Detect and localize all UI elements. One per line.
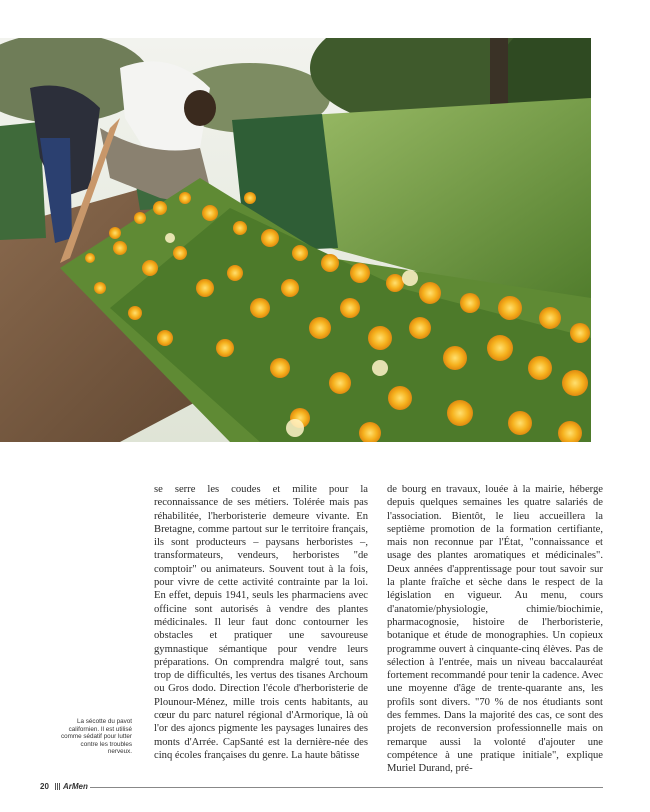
article-column-right (387, 483, 603, 776)
farm-field-photo (0, 38, 591, 442)
page-number: 20 (40, 782, 49, 791)
article-column-left (154, 483, 368, 762)
footer-rule (90, 787, 603, 788)
body-text-right: de bourg en travaux, louée à la mairie, héberge depuis quelques semaines les quatre salariés de l'association. Bientôt, le lieu accueillera la septième promotion de la formation certifiante, mais non reconnue par l'État, "connaissance et usage des plantes aromatiques et médicinales". Deux années d'apprentissage pour tout savoir sur la plante fraîche et sèche dans le respect de la législation en vigueur. Au menu, cours d'anatomie/physiologie, chimie/biochimie, pharmacognosie, histoire de l'herboristerie, botanique et étude de monographies. Un copieux programme ouvert à cinquante-cinq élèves. Pas de sélection à l'entrée, mais un niveau baccalauréat fortement recommandé pour tenir la cadence. Avec une moyenne d'âge de trente-quarante ans, les profils sont divers. "70 % de nos étudiants sont des femmes. Dans la majorité des cas, ce sont des projets de reconversion professionnelle mais on remarque aussi la volonté d'ajouter une compétence à une pratique initiale", explique Muriel Durand, pré- (387, 484, 603, 775)
article-photo (0, 38, 591, 442)
photo-caption: La sécotte du pavot californien. Il est utilisé comme sédatif pour lutter contre les troubles nerveux. (60, 718, 132, 756)
body-text-left: se serre les coudes et milite pour la reconnaissance de ses métiers. Tolérée mais pas réhabilitée, l'herboristerie demeure vivante. En Bretagne, comme partout sur le territoire français, ils sont producteurs – paysans herboristes –, transformateurs, vendeurs, herboristes "de comptoir" ou animateurs. Souvent tout à la fois, pour vivre de cette activité contrainte par la loi. En effet, depuis 1941, seuls les pharmaciens avec officine sont autorisés à vendre des plantes médicinales. Il leur faut donc contourner les obstacles et pratiquer une savoureuse gymnastique sémantique pour vendre leurs préparations. On comprendra malgré tout, sans trop de difficultés, les vertus des tisanes Archoum ou Gros dodo. Direction l'école d'herboristerie de Plounour-Ménez, mille trois cents habitants, au cœur du parc naturel régional d'Armorique, là où l'or des ajoncs pigmente les paysages lunaires des monts d'Arrée. CapSanté est la dernière-née des cinq écoles françaises du genre. La haute bâtisse (154, 484, 368, 761)
page-footer (40, 781, 603, 793)
magazine-name: ArMen (63, 782, 88, 791)
footer-bars-icon (55, 783, 61, 790)
